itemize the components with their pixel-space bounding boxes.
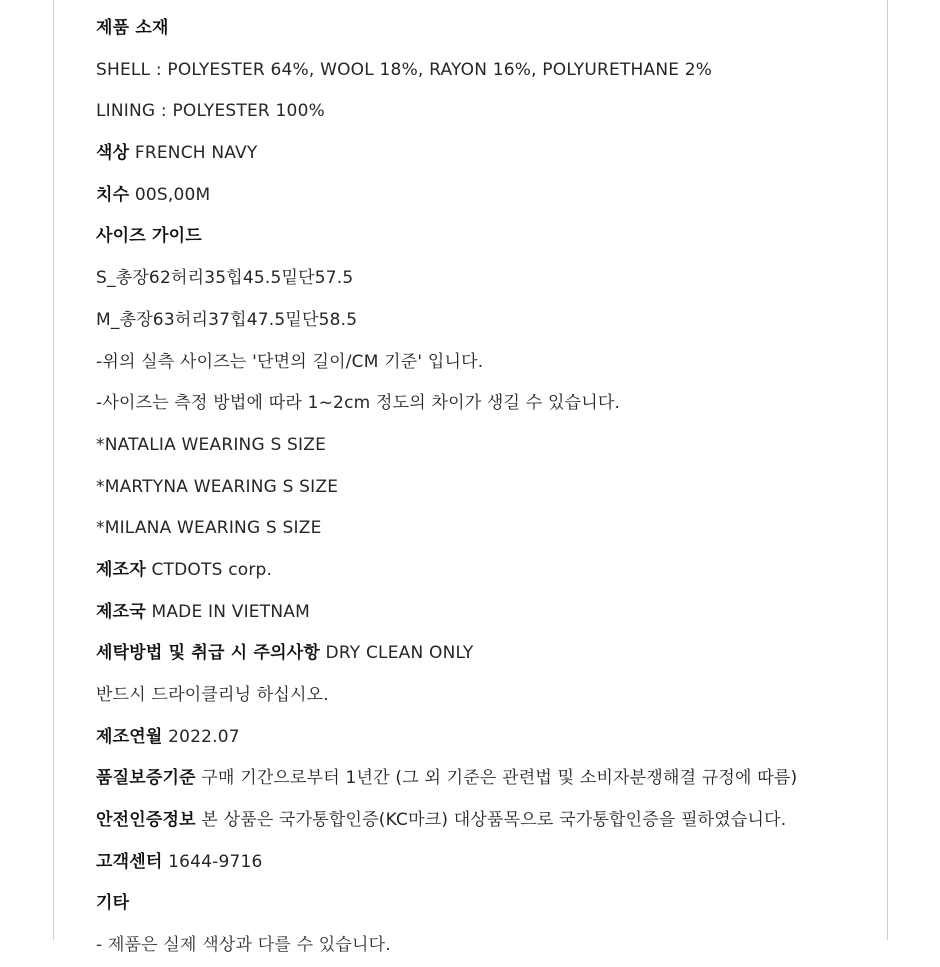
product-info-list xyxy=(96,8,867,967)
info-value: M_총장63허리37힙47.5밑단58.5 xyxy=(96,309,358,330)
info-row-safety-cert xyxy=(96,800,867,842)
info-row-customer-center xyxy=(96,842,867,884)
info-value: FRENCH NAVY xyxy=(134,143,258,164)
info-row-etc-heading xyxy=(96,883,867,925)
info-label: 기타 xyxy=(96,893,130,914)
info-row-warranty xyxy=(96,758,867,800)
info-value: SHELL : POLYESTER 64%, WOOL 18%, RAYON 16%, POLYURETHANE 2% xyxy=(96,59,713,80)
info-row-size xyxy=(96,175,867,217)
info-label: 품질보증기준 xyxy=(96,768,196,789)
product-info-panel xyxy=(53,0,888,956)
info-row-washing xyxy=(96,633,867,675)
info-value: *NATALIA WEARING S SIZE xyxy=(96,434,327,455)
info-value: S_총장62허리35힙45.5밑단57.5 xyxy=(96,268,354,289)
info-row-model-milana xyxy=(96,508,867,550)
info-row-etc-note xyxy=(96,925,867,967)
info-row-country xyxy=(96,592,867,634)
info-row-color xyxy=(96,133,867,175)
info-value: LINING : POLYESTER 100% xyxy=(96,101,325,122)
info-row-lining xyxy=(96,91,867,133)
info-label: 안전인증정보 xyxy=(96,810,196,831)
info-row-size-m xyxy=(96,300,867,342)
info-value: MADE IN VIETNAM xyxy=(151,601,310,622)
info-value: -사이즈는 측정 방법에 따라 1~2cm 정도의 차이가 생길 수 있습니다. xyxy=(96,393,621,414)
info-row-size-note-2 xyxy=(96,383,867,425)
info-value: 1644-9716 xyxy=(168,851,263,872)
info-row-size-guide-heading xyxy=(96,216,867,258)
info-value: CTDOTS corp. xyxy=(151,559,273,580)
info-value: -위의 실측 사이즈는 '단면의 길이/CM 기준' 입니다. xyxy=(96,351,484,372)
info-value: *MILANA WEARING S SIZE xyxy=(96,518,322,539)
info-label: 제품 소재 xyxy=(96,18,169,38)
info-value: DRY CLEAN ONLY xyxy=(325,643,474,664)
info-label: 제조국 xyxy=(96,601,146,622)
info-row-size-s xyxy=(96,258,867,300)
info-label: 고객센터 xyxy=(96,851,163,872)
info-label: 사이즈 가이드 xyxy=(96,226,202,247)
info-row-washing-note xyxy=(96,675,867,717)
info-row-manufacture-date xyxy=(96,717,867,759)
info-value: 00S,00M xyxy=(134,184,211,205)
info-value: 구매 기간으로부터 1년간 (그 외 기준은 관련법 및 소비자분쟁해결 규정에 따름) xyxy=(201,768,798,789)
info-value: 2022.07 xyxy=(168,726,240,747)
info-row-shell xyxy=(96,50,867,92)
info-row-model-natalia xyxy=(96,425,867,467)
info-label: 제조자 xyxy=(96,559,146,580)
info-row-material-heading xyxy=(96,8,867,50)
info-row-model-martyna xyxy=(96,467,867,509)
info-value: - 제품은 실제 색상과 다를 수 있습니다. xyxy=(96,935,391,956)
info-row-size-note-1 xyxy=(96,342,867,384)
info-value: *MARTYNA WEARING S SIZE xyxy=(96,476,339,497)
info-value: 본 상품은 국가통합인증(KC마크) 대상품목으로 국가통합인증을 필하였습니다. xyxy=(201,810,787,831)
info-label: 제조연월 xyxy=(96,726,163,747)
info-row-manufacturer xyxy=(96,550,867,592)
info-label: 색상 xyxy=(96,143,130,164)
info-label: 세탁방법 및 취급 시 주의사항 xyxy=(96,643,320,664)
info-label: 치수 xyxy=(96,184,130,205)
info-value: 반드시 드라이클리닝 하십시오. xyxy=(96,685,329,705)
